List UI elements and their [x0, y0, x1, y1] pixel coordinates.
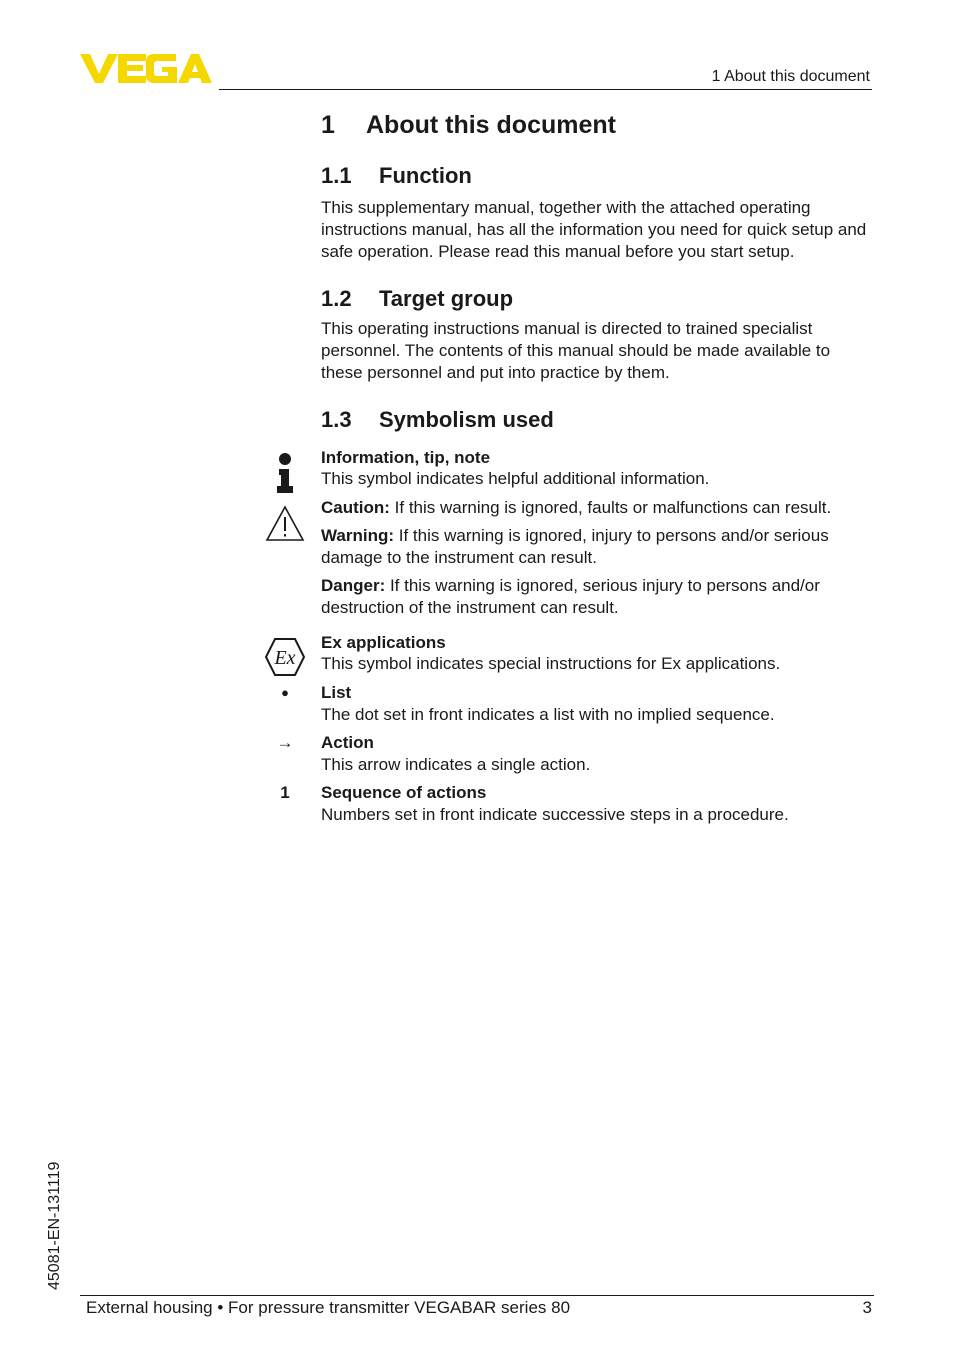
action-text: This arrow indicates a single action. — [321, 755, 591, 774]
sequence-number-icon: 1 — [280, 783, 290, 802]
sequence-title: Sequence of actions — [321, 783, 487, 802]
running-title: 1 About this document — [711, 68, 870, 85]
section-heading-function — [321, 163, 871, 189]
section-heading-target-group — [321, 286, 871, 312]
info-title: Information, tip, note — [321, 448, 491, 467]
section-heading-symbolism — [321, 407, 871, 433]
caution-text: If this warning is ignored, faults or malfunctions can result. — [389, 498, 832, 517]
vega-logo — [80, 50, 212, 86]
page-number: 3 — [862, 1298, 872, 1317]
section-title: Function — [379, 163, 472, 188]
document-code: 45081-EN-131119 — [46, 1161, 63, 1290]
caution-label: Caution: — [321, 498, 390, 517]
target-group-paragraph: This operating instructions manual is directed to trained specialist personnel. The contents of this manual should be made available to these personnel and put into practice by them. — [321, 319, 831, 382]
ex-hexagon-icon — [262, 637, 308, 682]
warning-paragraph — [321, 525, 871, 569]
sequence-text: Numbers set in front indicate successive steps in a procedure. — [321, 805, 789, 824]
chapter-number: 1 — [321, 111, 335, 139]
info-text: This symbol indicates helpful additional information. — [321, 469, 710, 488]
footer-text: External housing • For pressure transmitter VEGABAR series 80 — [86, 1298, 571, 1317]
section-title: Target group — [379, 286, 514, 311]
danger-paragraph — [321, 575, 871, 619]
warning-label: Warning: — [321, 526, 395, 545]
svg-text:Ex: Ex — [274, 647, 296, 669]
ex-text: This symbol indicates special instructions for Ex applications. — [321, 654, 781, 673]
info-icon — [262, 452, 308, 499]
caution-paragraph — [321, 497, 871, 519]
warning-text: If this warning is ignored, injury to persons and/or serious damage to the instrument can result. — [321, 526, 829, 567]
list-bullet-icon: ● — [281, 685, 289, 700]
action-arrow-icon: → — [276, 733, 294, 752]
danger-text: If this warning is ignored, serious injury to persons and/or destruction of the instrument can result. — [321, 576, 820, 617]
list-title: List — [321, 683, 352, 702]
function-paragraph: This supplementary manual, together with the attached operating instructions manual, has all the information you need for quick setup and safe operation. Please read this manual before you start setup. — [321, 198, 867, 261]
chapter-heading — [321, 111, 871, 140]
chapter-title: About this document — [366, 111, 616, 139]
header-rule — [219, 89, 872, 90]
warning-triangle-icon — [262, 505, 308, 548]
section-number: 1.1 — [321, 163, 352, 188]
section-number: 1.2 — [321, 286, 352, 311]
list-text: The dot set in front indicates a list with no implied sequence. — [321, 705, 775, 724]
section-title: Symbolism used — [379, 407, 554, 432]
action-title: Action — [321, 733, 374, 752]
ex-title: Ex applications — [321, 633, 446, 652]
danger-label: Danger: — [321, 576, 386, 595]
section-number: 1.3 — [321, 407, 352, 432]
footer-rule — [80, 1295, 874, 1296]
